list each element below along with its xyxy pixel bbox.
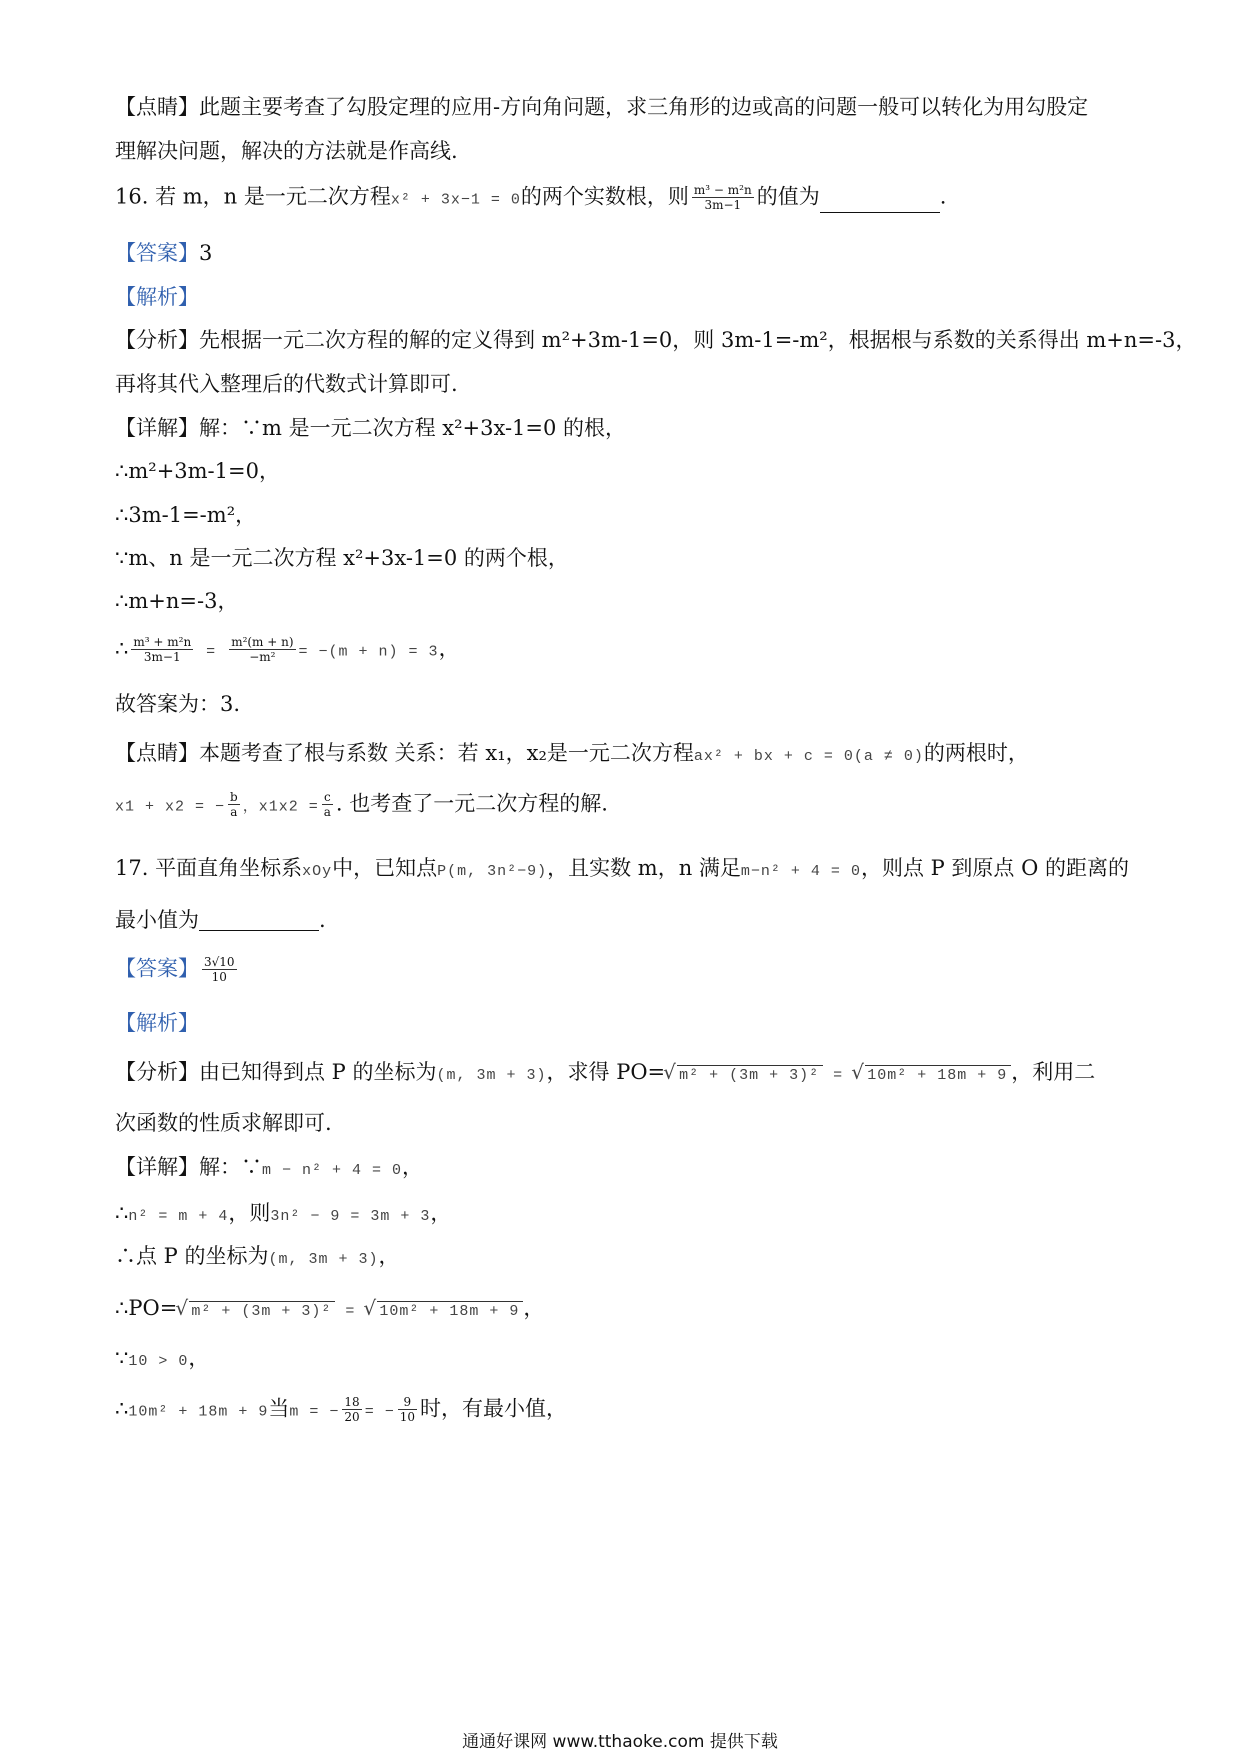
fraction-den: 10 <box>211 970 227 985</box>
xiangjie-16-line-2: ∴m²+3m-1=0， <box>115 459 280 483</box>
fenxi-text-cont: 再将其代入整理后的代数式计算即可. <box>115 372 458 396</box>
xiangjie-text: 解：∵m 是一元二次方程 x²+3x-1=0 的根， <box>199 416 627 440</box>
fraction-den: a <box>323 805 331 820</box>
dianjing-16-line-1 <box>115 743 1029 764</box>
fraction-9-10 <box>398 1395 417 1425</box>
dianjing-text-2: 的两根时， <box>923 741 1029 765</box>
dianjing-text: 本题考查了根与系数 关系：若 x₁，x₂是一元二次方程 <box>199 741 694 765</box>
when-text: 当 <box>268 1396 290 1421</box>
because-symbol: ∵ <box>115 1346 129 1370</box>
sqrt-expression-1: √ m² + (3m + 3)² <box>677 1065 823 1083</box>
fenxi-text-1: 由已知得到点 P 的坐标为 <box>199 1060 437 1084</box>
q17-mid3: ，则点 P 到原点 O 的距离的 <box>860 856 1129 880</box>
q17-point: P(m, 3n²−9) <box>437 863 548 880</box>
q16-equation: x² + 3x−1 = 0 <box>390 191 521 209</box>
general-equation: ax² + bx + c = 0(a ≠ 0) <box>693 748 924 765</box>
fraction-c-a <box>322 790 333 820</box>
dianjing-16-line-2 <box>115 790 608 820</box>
xiangjie-tag: 【详解】 <box>115 416 199 440</box>
answer-tag: 【答案】 <box>115 241 199 265</box>
q17-mid1: 中，已知点 <box>332 856 438 880</box>
fenxi-16-line-1 <box>115 330 1196 351</box>
answer-blank <box>199 912 319 931</box>
sqrt-expression-1: √ m² + (3m + 3)² <box>189 1301 335 1319</box>
line-end: ， <box>188 1346 210 1370</box>
mid-text: ，则 <box>228 1201 271 1225</box>
therefore-symbol: ∴ <box>115 1201 129 1225</box>
equals: = <box>196 643 227 661</box>
fraction-den: 3m−1 <box>143 650 181 665</box>
fraction-1 <box>131 635 193 665</box>
xiangjie-16-line-4: ∵m、n 是一元二次方程 x²+3x-1=0 的两个根， <box>115 546 569 570</box>
fenxi-tag: 【分析】 <box>115 1060 199 1084</box>
inequality: 10 > 0 <box>128 1353 189 1370</box>
q16-post: 的值为 <box>756 184 820 209</box>
xiangjie-17-line-3 <box>115 1246 400 1267</box>
q16-frac-den: 3m−1 <box>704 198 742 213</box>
vieta-product: ，x1x2 = <box>242 798 319 816</box>
equals: = <box>335 1303 366 1320</box>
fenxi-text-3: ，利用二 <box>1011 1060 1096 1084</box>
dianjing-text-3: . 也考查了一元二次方程的解. <box>335 791 608 816</box>
q17-xoy: xOy <box>302 863 333 880</box>
q17-l2-end: . <box>319 908 326 932</box>
fraction-num: m³ + m²n <box>133 635 192 649</box>
question-16 <box>115 183 946 213</box>
xiangjie-17-line-6 <box>115 1395 567 1425</box>
result-expression: = −(m + n) = 3 <box>298 643 439 661</box>
q16-fraction <box>692 183 754 213</box>
answer-16 <box>115 243 212 264</box>
fenxi-17-line-2: 次函数的性质求解即可. <box>115 1111 332 1135</box>
fraction-num: m²(m + n) <box>231 635 294 649</box>
xiangjie-pre: 解：∵ <box>199 1155 262 1179</box>
jiexi-16: 【解析】 <box>115 285 199 309</box>
q17-mid2: ，且实数 m，n 满足 <box>547 856 741 880</box>
footer-watermark: 通通好课网 www.tthaoke.com 提供下载 <box>462 1732 778 1752</box>
vieta-sum: x1 + x2 = − <box>115 798 226 816</box>
line-end: ， <box>430 1201 452 1225</box>
xiangjie-pre: ∴PO= <box>115 1296 178 1320</box>
fraction-2 <box>229 635 295 665</box>
fraction-18-20 <box>342 1395 361 1425</box>
answer-17 <box>115 955 240 985</box>
sqrt-expression-2: √ 10m² + 18m + 9 <box>377 1301 523 1319</box>
fenxi-text: 先根据一元二次方程的解的定义得到 m²+3m-1=0，则 3m-1=-m²，根据根与系数的关系得出 m+n=-3， <box>199 328 1197 352</box>
fraction-num: 9 <box>398 1395 417 1410</box>
coordinate: (m, 3m + 3) <box>436 1067 547 1084</box>
q17-condition: m−n² + 4 = 0 <box>740 863 861 880</box>
fenxi-17-line-1 <box>115 1062 1095 1083</box>
fraction-b-a <box>228 790 240 820</box>
xiangjie-17-line-5 <box>115 1348 209 1369</box>
equals-minus: = − <box>364 1403 395 1421</box>
sqrt-expression-2: √ 10m² + 18m + 9 <box>865 1065 1011 1083</box>
fraction-num: 3√10 <box>204 955 235 969</box>
therefore-symbol: ∴ <box>115 636 129 661</box>
coordinate: (m, 3m + 3) <box>268 1251 379 1268</box>
answer-fraction <box>202 955 237 985</box>
dianjing-text: 此题主要考查了勾股定理的应用-方向角问题，求三角形的边或高的问题一般可以转化为用勾股定 <box>199 95 1089 119</box>
therefore-symbol: ∴ <box>115 1396 129 1421</box>
fraction-num: 18 <box>344 1395 360 1409</box>
equation-2: 3n² − 9 = 3m + 3 <box>270 1208 431 1225</box>
dianjing-tag: 【点睛】 <box>115 95 199 119</box>
fraction-den: −m² <box>249 650 276 665</box>
dianjing-text-cont: 理解决问题，解决的方法就是作高线. <box>115 139 458 163</box>
fraction-den: 10 <box>399 1410 415 1425</box>
q17-l2: 最小值为 <box>115 908 199 932</box>
fenxi-tag: 【分析】 <box>115 328 199 352</box>
fenxi-16-line-2 <box>115 374 458 395</box>
quadratic: 10m² + 18m + 9 <box>128 1403 269 1421</box>
xiangjie-17-line-2 <box>115 1203 451 1224</box>
fraction-num: b <box>230 790 238 804</box>
equation: n² = m + 4 <box>128 1208 229 1225</box>
line-end: ， <box>438 636 460 661</box>
line-end-text: 时，有最小值， <box>420 1396 567 1421</box>
q17-pre: 17. 平面直角坐标系 <box>115 856 303 880</box>
q16-mid: 的两个实数根，则 <box>520 184 689 209</box>
line-end: ， <box>523 1296 545 1320</box>
fraction-num: c <box>322 790 333 805</box>
answer-tag: 【答案】 <box>115 956 199 981</box>
dianjing-line-2 <box>115 141 458 162</box>
fraction-den: 20 <box>344 1410 360 1425</box>
dianjing-tag: 【点睛】 <box>115 741 199 765</box>
xiangjie-tag: 【详解】 <box>115 1155 199 1179</box>
question-17-line-1 <box>115 858 1129 879</box>
dianjing-line-1 <box>115 97 1088 118</box>
equation: m − n² + 4 = 0 <box>262 1162 403 1179</box>
q16-end: . <box>939 184 947 209</box>
xiangjie-16-line-1 <box>115 418 626 439</box>
line-end: ， <box>402 1155 424 1179</box>
q16-frac-num: m³ − m²n <box>693 183 752 197</box>
xiangjie-17-line-4 <box>115 1298 544 1319</box>
xiangjie-16-line-7: 故答案为：3. <box>115 692 241 716</box>
xiangjie-16-line-5: ∴m+n=-3， <box>115 589 239 613</box>
xiangjie-16-line-6 <box>115 635 460 665</box>
xiangjie-16-line-3: ∴3m-1=-m²， <box>115 503 257 527</box>
equals: = <box>823 1067 854 1084</box>
line-end: ， <box>378 1244 400 1268</box>
fraction-den: a <box>230 805 238 820</box>
answer-value: 3 <box>199 241 213 265</box>
m-equals: m = − <box>289 1403 340 1421</box>
answer-blank <box>820 194 940 213</box>
q16-pre: 16. 若 m，n 是一元二次方程 <box>115 184 391 209</box>
jiexi-17: 【解析】 <box>115 1011 199 1035</box>
question-17-line-2 <box>115 910 326 931</box>
xiangjie-17-line-1 <box>115 1157 423 1178</box>
xiangjie-pre: ∴点 P 的坐标为 <box>115 1244 269 1268</box>
fenxi-text-2: ，求得 PO= <box>546 1060 666 1084</box>
